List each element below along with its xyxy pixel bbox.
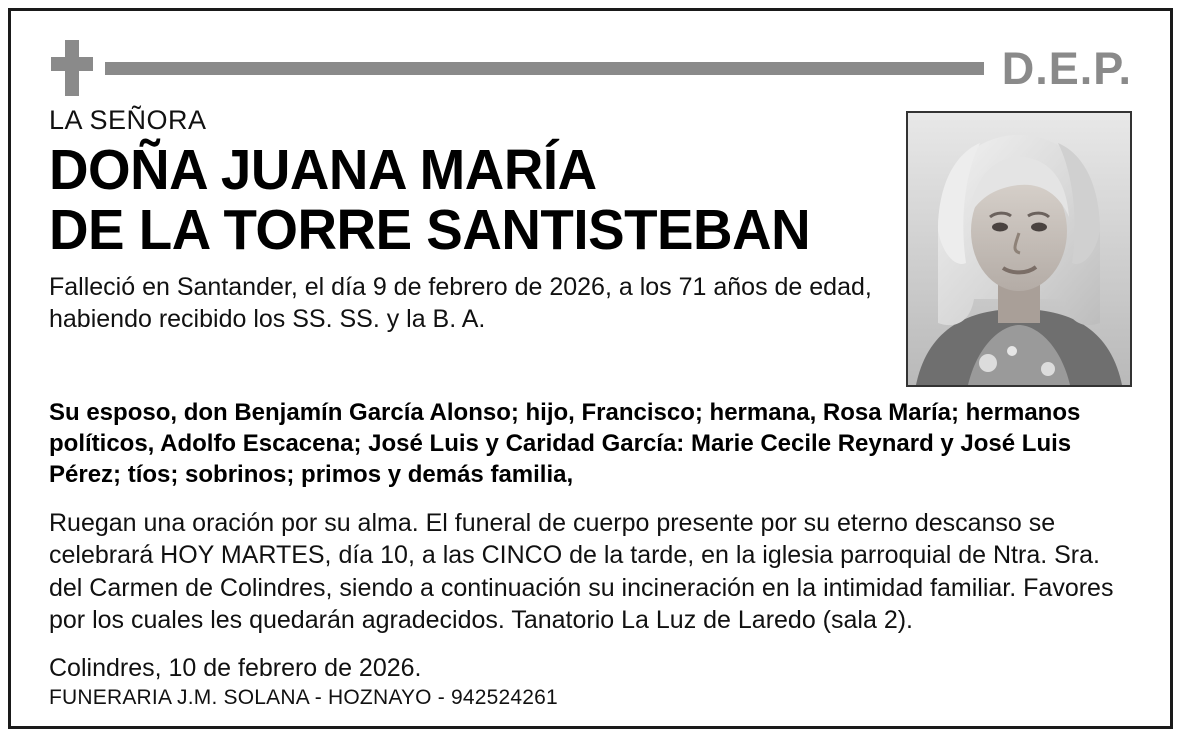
portrait-image — [908, 113, 1130, 385]
deceased-name-line-2: DE LA TORRE SANTISTEBAN — [49, 198, 811, 263]
funeral-home-line: FUNERARIA J.M. SOLANA - HOZNAYO - 942524261 — [49, 685, 558, 709]
horizontal-rule — [105, 62, 984, 75]
notice-body — [49, 397, 1132, 710]
notice-frame — [8, 8, 1173, 729]
portrait-photo — [906, 111, 1132, 387]
deceased-name — [49, 140, 875, 261]
top-bar — [49, 37, 1132, 99]
funeral-details: Ruegan una oración por su alma. El funeral de cuerpo presente por su eterno descanso se celebrará HOY MARTES, día 10, a las CINCO de la tarde, en la iglesia parroquial de Ntra. Sra. del Carmen de Colindres, siendo a continuación su incineración en la intimidad familiar. Favores por los cuales les quedarán agradecidos. Tanatorio La Luz de Laredo (sala 2). — [49, 508, 1114, 635]
deceased-name-line-1: DOÑA JUANA MARÍA — [49, 138, 597, 202]
notice-heading — [49, 105, 909, 335]
place-date: Colindres, 10 de febrero de 2026. — [49, 653, 422, 682]
honorific-label: LA SEÑORA — [49, 105, 207, 135]
dep-label: D.E.P. — [1001, 42, 1132, 94]
death-info: Falleció en Santander, el día 9 de febrero de 2026, a los 71 años de edad, habiendo recibido los SS. SS. y la B. A. — [49, 272, 872, 333]
cross-icon — [49, 40, 95, 96]
family-list: Su esposo, don Benjamín García Alonso; hijo, Francisco; hermana, Rosa María; hermanos políticos, Adolfo Escacena; José Luis y Caridad García: Marie Cecile Reynard y José Luis Pérez; tíos; sobrinos; primos y demás familia, — [49, 399, 1081, 489]
